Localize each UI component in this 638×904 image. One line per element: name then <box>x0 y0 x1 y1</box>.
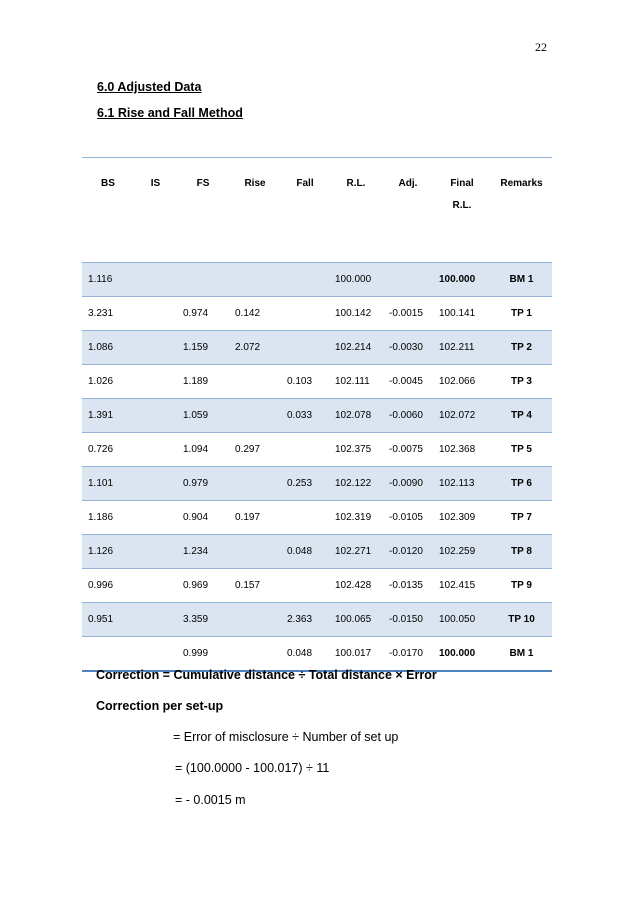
cell-final-rl: 100.050 <box>433 603 491 637</box>
col-header-fs: FS <box>177 158 229 263</box>
cell-fs: 1.094 <box>177 433 229 467</box>
cell-bs: 1.101 <box>82 467 134 501</box>
cell-adj: -0.0105 <box>383 501 433 535</box>
cell-remarks: TP 7 <box>491 501 552 535</box>
cell-fs: 0.904 <box>177 501 229 535</box>
calc-line-2: = (100.0000 - 100.017) ÷ 11 <box>175 761 330 775</box>
table-row <box>82 637 552 672</box>
cell-final-rl: 102.368 <box>433 433 491 467</box>
cell-rise: 0.157 <box>229 569 281 603</box>
cell-rl: 100.065 <box>329 603 383 637</box>
cell-fs: 1.189 <box>177 365 229 399</box>
cell-final-rl: 102.415 <box>433 569 491 603</box>
cell-rl: 102.428 <box>329 569 383 603</box>
cell-rl: 102.078 <box>329 399 383 433</box>
cell-adj: -0.0170 <box>383 637 433 672</box>
cell-is <box>134 365 177 399</box>
table-row <box>82 263 552 297</box>
table-row <box>82 467 552 501</box>
cell-fs: 0.999 <box>177 637 229 672</box>
cell-fs: 1.159 <box>177 331 229 365</box>
cell-rl: 102.122 <box>329 467 383 501</box>
cell-remarks: BM 1 <box>491 637 552 672</box>
cell-fall <box>281 569 329 603</box>
col-header-adj: Adj. <box>383 158 433 263</box>
page-number: 22 <box>535 40 547 54</box>
col-header-final-line2: R.L. <box>452 200 472 211</box>
cell-fs: 1.234 <box>177 535 229 569</box>
cell-remarks: TP 9 <box>491 569 552 603</box>
cell-final-rl: 102.259 <box>433 535 491 569</box>
cell-fall: 0.048 <box>281 535 329 569</box>
table-row <box>82 501 552 535</box>
cell-fs <box>177 263 229 297</box>
cell-fs: 0.969 <box>177 569 229 603</box>
section-heading: 6.0 Adjusted Data <box>97 80 202 94</box>
cell-adj: -0.0045 <box>383 365 433 399</box>
cell-final-rl: 100.000 <box>433 263 491 297</box>
correction-formula: Correction = Cumulative distance ÷ Total distance × Error <box>96 668 437 682</box>
table-row <box>82 569 552 603</box>
cell-bs <box>82 637 134 672</box>
cell-remarks: TP 3 <box>491 365 552 399</box>
section-subheading: 6.1 Rise and Fall Method <box>97 106 243 120</box>
calc-line-1: = Error of misclosure ÷ Number of set up <box>173 730 399 744</box>
cell-is <box>134 467 177 501</box>
cell-fall <box>281 263 329 297</box>
table-row <box>82 433 552 467</box>
cell-bs: 1.186 <box>82 501 134 535</box>
col-header-final-line1: Final <box>450 178 474 189</box>
table-row <box>82 297 552 331</box>
cell-remarks: TP 1 <box>491 297 552 331</box>
cell-bs: 0.951 <box>82 603 134 637</box>
cell-rise: 0.297 <box>229 433 281 467</box>
cell-rl: 102.214 <box>329 331 383 365</box>
cell-adj: -0.0015 <box>383 297 433 331</box>
cell-is <box>134 263 177 297</box>
cell-is <box>134 637 177 672</box>
cell-fall <box>281 433 329 467</box>
cell-fs: 0.979 <box>177 467 229 501</box>
cell-fall: 0.253 <box>281 467 329 501</box>
cell-fall <box>281 501 329 535</box>
cell-adj: -0.0120 <box>383 535 433 569</box>
cell-fs: 3.359 <box>177 603 229 637</box>
cell-remarks: TP 8 <box>491 535 552 569</box>
cell-is <box>134 535 177 569</box>
rise-fall-table <box>82 157 552 672</box>
cell-rise <box>229 467 281 501</box>
cell-is <box>134 569 177 603</box>
cell-is <box>134 433 177 467</box>
cell-final-rl: 102.072 <box>433 399 491 433</box>
cell-final-rl: 100.141 <box>433 297 491 331</box>
cell-rise <box>229 365 281 399</box>
cell-is <box>134 297 177 331</box>
cell-adj: -0.0150 <box>383 603 433 637</box>
cell-final-rl: 100.000 <box>433 637 491 672</box>
cell-bs: 1.086 <box>82 331 134 365</box>
cell-rise <box>229 535 281 569</box>
cell-is <box>134 331 177 365</box>
cell-rise <box>229 637 281 672</box>
cell-adj: -0.0090 <box>383 467 433 501</box>
cell-final-rl: 102.309 <box>433 501 491 535</box>
cell-fs: 1.059 <box>177 399 229 433</box>
cell-bs: 1.126 <box>82 535 134 569</box>
cell-remarks: BM 1 <box>491 263 552 297</box>
calc-line-3: = - 0.0015 m <box>175 793 246 807</box>
cell-remarks: TP 2 <box>491 331 552 365</box>
cell-fs: 0.974 <box>177 297 229 331</box>
cell-remarks: TP 6 <box>491 467 552 501</box>
table-header-row <box>82 158 552 263</box>
cell-rise: 0.197 <box>229 501 281 535</box>
cell-bs: 0.726 <box>82 433 134 467</box>
cell-final-rl: 102.211 <box>433 331 491 365</box>
table-row <box>82 331 552 365</box>
cell-rl: 102.375 <box>329 433 383 467</box>
cell-final-rl: 102.113 <box>433 467 491 501</box>
cell-fall: 0.033 <box>281 399 329 433</box>
cell-is <box>134 399 177 433</box>
cell-bs: 1.116 <box>82 263 134 297</box>
cell-rl: 100.017 <box>329 637 383 672</box>
col-header-final-rl <box>433 158 491 263</box>
col-header-rl: R.L. <box>329 158 383 263</box>
col-header-fall: Fall <box>281 158 329 263</box>
cell-rl: 102.319 <box>329 501 383 535</box>
cell-bs: 1.391 <box>82 399 134 433</box>
table-row <box>82 365 552 399</box>
cell-bs: 1.026 <box>82 365 134 399</box>
cell-bs: 0.996 <box>82 569 134 603</box>
cell-fall: 0.048 <box>281 637 329 672</box>
cell-rl: 102.271 <box>329 535 383 569</box>
cell-final-rl: 102.066 <box>433 365 491 399</box>
cell-rl: 100.000 <box>329 263 383 297</box>
cell-fall <box>281 331 329 365</box>
table-row <box>82 603 552 637</box>
cell-rise: 0.142 <box>229 297 281 331</box>
col-header-bs: BS <box>82 158 134 263</box>
cell-adj: -0.0135 <box>383 569 433 603</box>
table-row <box>82 535 552 569</box>
cell-adj: -0.0030 <box>383 331 433 365</box>
cell-is <box>134 501 177 535</box>
col-header-remarks: Remarks <box>491 158 552 263</box>
cell-rl: 102.111 <box>329 365 383 399</box>
cell-remarks: TP 5 <box>491 433 552 467</box>
cell-bs: 3.231 <box>82 297 134 331</box>
cell-adj <box>383 263 433 297</box>
cell-rise <box>229 263 281 297</box>
cell-remarks: TP 10 <box>491 603 552 637</box>
cell-adj: -0.0075 <box>383 433 433 467</box>
col-header-rise: Rise <box>229 158 281 263</box>
cell-fall: 0.103 <box>281 365 329 399</box>
cell-rise <box>229 399 281 433</box>
cell-rise <box>229 603 281 637</box>
cell-rise: 2.072 <box>229 331 281 365</box>
cell-fall <box>281 297 329 331</box>
cell-is <box>134 603 177 637</box>
col-header-is: IS <box>134 158 177 263</box>
cell-adj: -0.0060 <box>383 399 433 433</box>
cell-remarks: TP 4 <box>491 399 552 433</box>
cell-fall: 2.363 <box>281 603 329 637</box>
correction-per-setup-label: Correction per set-up <box>96 699 224 713</box>
cell-rl: 100.142 <box>329 297 383 331</box>
table-row <box>82 399 552 433</box>
